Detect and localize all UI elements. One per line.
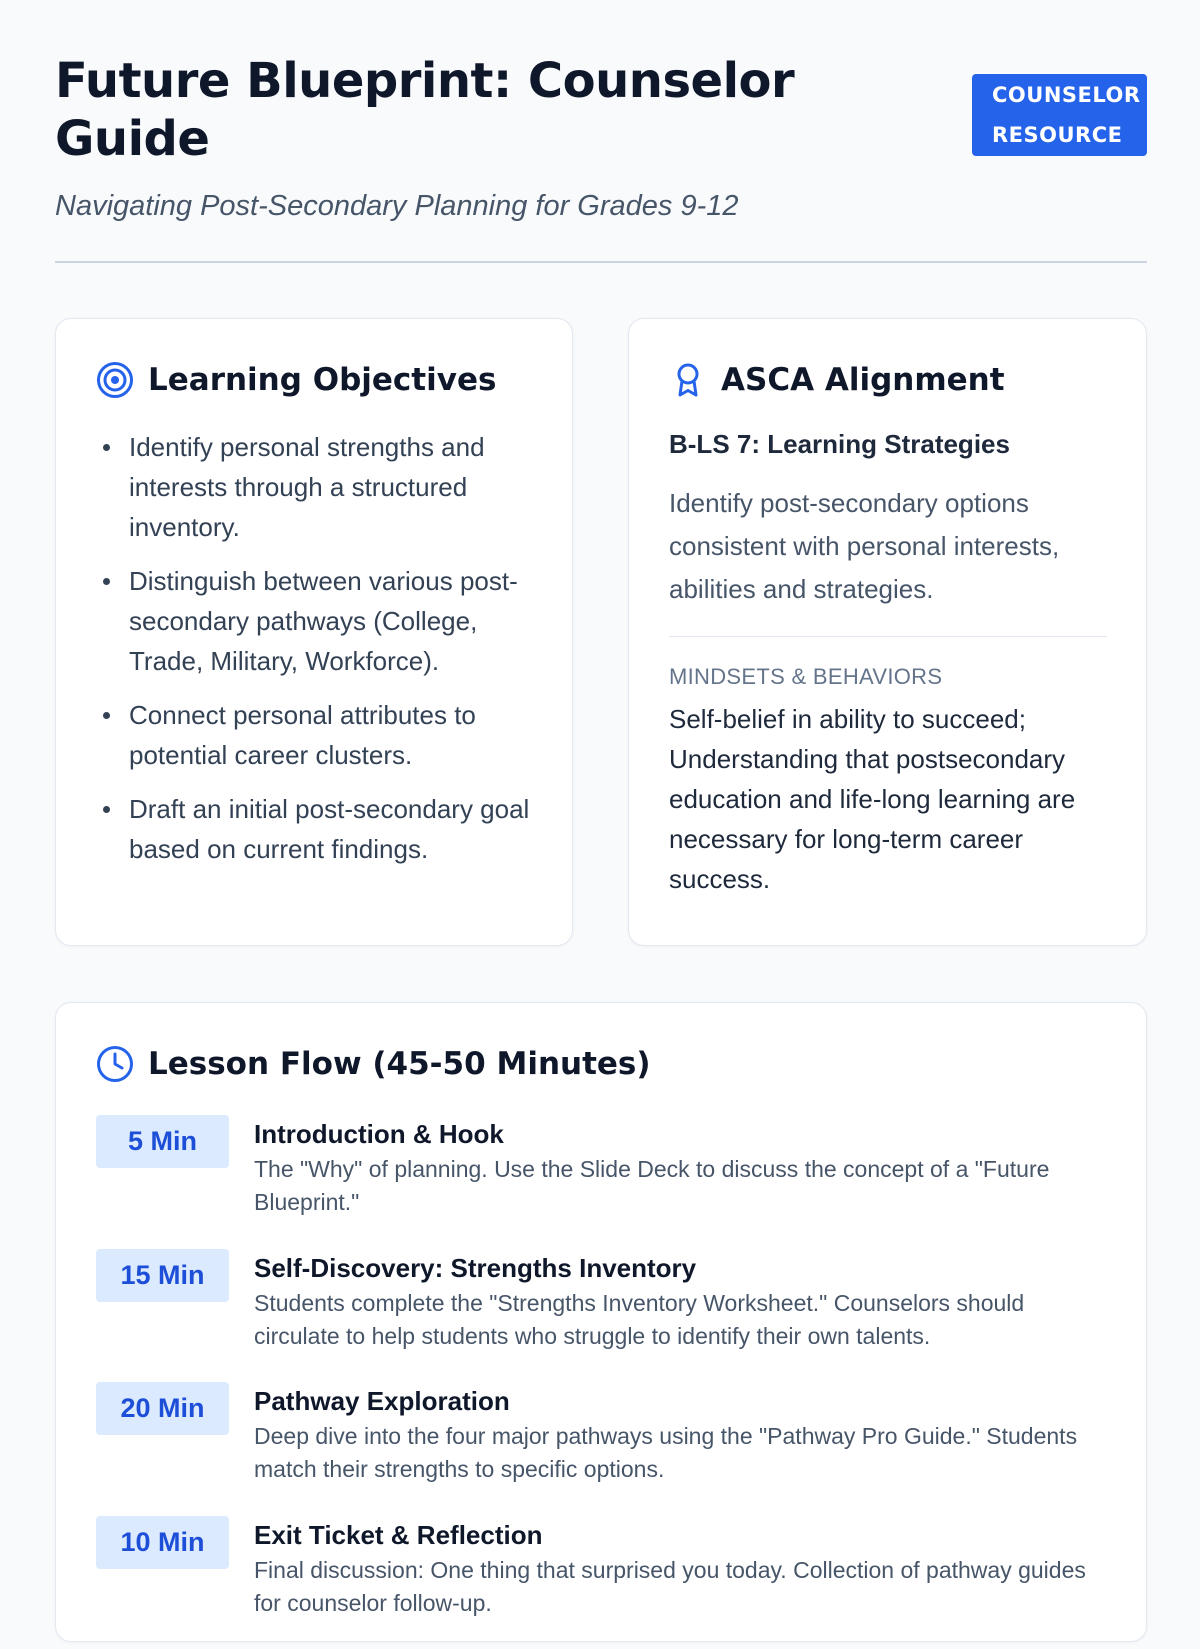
lesson-step-description: Deep dive into the four major pathways using the "Pathway Pro Guide." Students match their strengths to specific options.	[254, 1420, 1104, 1486]
badge-line-2: RESOURCE	[992, 115, 1147, 155]
clock-icon	[96, 1045, 134, 1083]
page-header	[55, 0, 1147, 263]
duration-badge: 20 Min	[96, 1382, 229, 1435]
lesson-flow-card	[55, 1002, 1147, 1642]
lesson-step-content	[254, 1518, 1104, 1620]
standard-description: Identify post-secondary options consistent with personal interests, abilities and strategies.	[669, 482, 1109, 611]
lesson-step	[96, 1516, 1106, 1649]
lesson-step-title: Introduction & Hook	[254, 1117, 1104, 1151]
duration-badge: 10 Min	[96, 1516, 229, 1569]
mindsets-text: Self-belief in ability to succeed; Understanding that postsecondary education and life-long learning are necessary for long-term career success.	[669, 699, 1109, 899]
section-divider	[669, 636, 1107, 637]
lesson-step-description: The "Why" of planning. Use the Slide Deck to discuss the concept of a "Future Blueprint."	[254, 1153, 1104, 1219]
lesson-flow-header	[96, 1045, 651, 1083]
target-icon	[96, 361, 134, 399]
lesson-steps-list	[96, 1115, 1106, 1649]
badge-line-1: COUNSELOR	[992, 75, 1147, 115]
duration-badge: 5 Min	[96, 1115, 229, 1168]
objective-item: Identify personal strengths and interests through a structured inventory.	[129, 427, 549, 547]
lesson-step-title: Self-Discovery: Strengths Inventory	[254, 1251, 1104, 1285]
resource-badge	[972, 74, 1147, 156]
standard-code: B-LS 7: Learning Strategies	[669, 429, 1010, 460]
lesson-step-title: Exit Ticket & Reflection	[254, 1518, 1104, 1552]
lesson-step-content	[254, 1251, 1104, 1353]
asca-alignment-header	[669, 361, 1005, 399]
lesson-flow-heading: Lesson Flow (45-50 Minutes)	[148, 1046, 651, 1082]
lesson-step	[96, 1382, 1106, 1516]
page-subtitle: Navigating Post-Secondary Planning for Grades 9-12	[55, 190, 739, 223]
lesson-step-description: Final discussion: One thing that surprised you today. Collection of pathway guides for counselor follow-up.	[254, 1554, 1104, 1620]
lesson-step-content	[254, 1117, 1104, 1219]
counselor-guide-page	[55, 0, 1147, 263]
lesson-step-content	[254, 1384, 1104, 1486]
page-title: Future Blueprint: Counselor Guide	[55, 52, 855, 168]
objective-item: Draft an initial post-secondary goal based on current findings.	[129, 789, 549, 869]
objective-item: Distinguish between various post-secondary pathways (College, Trade, Military, Workforce).	[129, 561, 549, 681]
lesson-step-title: Pathway Exploration	[254, 1384, 1104, 1418]
duration-badge: 15 Min	[96, 1249, 229, 1302]
objectives-list	[129, 427, 549, 883]
learning-objectives-header	[96, 361, 496, 399]
asca-alignment-card	[628, 318, 1147, 946]
award-ribbon-icon	[669, 361, 707, 399]
asca-alignment-heading: ASCA Alignment	[721, 362, 1005, 398]
learning-objectives-heading: Learning Objectives	[148, 362, 496, 398]
lesson-step-description: Students complete the "Strengths Inventory Worksheet." Counselors should circulate to help students who struggle to identify their own talents.	[254, 1287, 1104, 1353]
lesson-step	[96, 1249, 1106, 1383]
objective-item: Connect personal attributes to potential career clusters.	[129, 695, 549, 775]
lesson-step	[96, 1115, 1106, 1249]
mindsets-label: MINDSETS & BEHAVIORS	[669, 664, 942, 690]
